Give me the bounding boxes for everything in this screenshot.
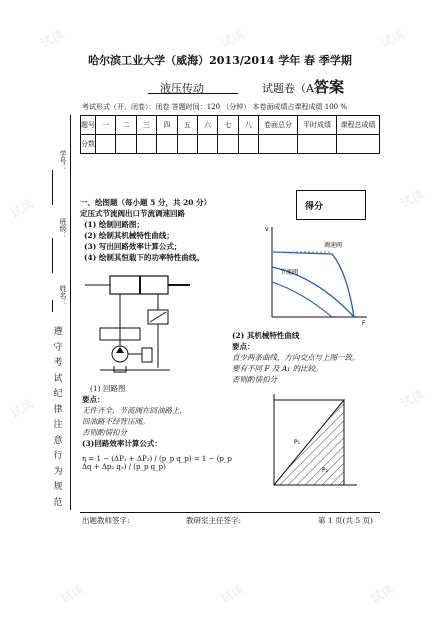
watermark: 试读 (58, 581, 87, 606)
efficiency-formula: η = 1 − (ΔP₁ + ΔP₂) / (p_p q_p) = 1 − (p_p Δq + Δp₂ q₂) / (p_p q_p) (82, 455, 232, 471)
exam-rules-vertical (52, 325, 64, 511)
rule-char: 纪 (53, 389, 63, 399)
rule-char: 行 (53, 451, 63, 461)
rule-char: 律 (53, 404, 63, 415)
score-header-cell: 八 (238, 116, 258, 135)
score-header-cell: 二 (116, 116, 136, 135)
circuit-note: 否则酌情扣分 (82, 428, 127, 437)
score-table (80, 115, 380, 154)
fill-line (52, 300, 53, 312)
power-hatched-area (274, 400, 344, 485)
throttle-label: 节流阀 (280, 269, 299, 276)
student-id-label: 学号： (59, 150, 67, 171)
watermark: 试读 (368, 581, 397, 606)
score-row-label: 分数 (81, 135, 96, 154)
score-box-label: 得分 (305, 202, 324, 212)
score-cell (238, 135, 258, 154)
efficiency-title: (3)回路效率计算公式： (82, 439, 162, 448)
score-table-header-row (81, 116, 380, 135)
watermark: 试读 (38, 26, 67, 51)
score-header-cell: 平时成绩 (298, 116, 337, 135)
relief-valve (142, 348, 152, 362)
rule-char: 意 (53, 435, 63, 446)
page-number: 第 1 页(共 5 页) (318, 516, 373, 525)
watermark: 试读 (218, 581, 247, 606)
mech-points-label: 要点： (232, 342, 255, 351)
circuit-caption: (1) 回路图 (90, 384, 126, 393)
answer-label: 答案 (314, 78, 345, 96)
exam-title: 哈尔滨工业大学（威海）2013/2014 学年 春 季学期 (88, 54, 352, 67)
throttle-arrow (150, 312, 166, 322)
circuit-note: 回油路不经背压阀。 (82, 417, 150, 426)
exam-info: 考试形式（开、闭卷）：闭卷 答题时间：120 （分钟） 本卷面成绩占课程成绩 100 % (82, 103, 347, 111)
score-table-value-row (81, 135, 380, 154)
score-header-cell: 课程总成绩 (337, 116, 380, 135)
score-cell (157, 135, 177, 154)
teacher-signature-label: 出题教师签字: (82, 516, 130, 525)
score-box (296, 190, 366, 220)
score-cell (116, 135, 136, 154)
watermark: 试读 (398, 186, 427, 211)
rule-char: 守 (53, 342, 63, 353)
throttle-curve-2 (272, 282, 332, 317)
mech-note: 要有不同 F 及 A₁ 的比较。 (232, 364, 323, 373)
power-label-2: P₂ (322, 467, 329, 474)
paper-label: 试题卷（A） (262, 82, 325, 95)
section-topic: 定压式节流阀出口节流调速回路 (80, 209, 185, 218)
score-header-cell: 一 (96, 116, 116, 135)
mech-title: (2) 其机械特性曲线 (232, 331, 300, 340)
score-cell (218, 135, 238, 154)
watermark: 试读 (218, 26, 247, 51)
score-cell (96, 135, 116, 154)
director-signature-label: 教研室主任签字: (186, 516, 242, 525)
power-characteristic-chart (262, 392, 362, 497)
rule-char: 为 (53, 466, 63, 477)
y-axis-label: v (265, 226, 269, 233)
rule-char: 考 (53, 358, 63, 368)
watermark: 试读 (398, 386, 427, 411)
fill-line (52, 238, 53, 273)
task-1: (1) 绘制回路图； (84, 220, 144, 229)
answer-points-label: 要点： (82, 395, 105, 404)
rule-char: 试 (53, 373, 63, 384)
binding-line (70, 115, 71, 510)
score-header-cell: 卷面总分 (259, 116, 298, 135)
score-cell (177, 135, 197, 154)
circuit-note: 无件齐全，节流阀在回油路上， (82, 406, 187, 415)
task-2: (2) 绘制其机械特性曲线； (84, 231, 174, 240)
footer-rule (80, 512, 380, 513)
subject-name: 液压传动 (160, 82, 204, 95)
rule-char: 注 (53, 420, 63, 430)
fill-line (52, 170, 53, 205)
section-heading: 一、绘图题（每小题 5 分，共 20 分） (80, 198, 212, 207)
circuit-diagram (80, 268, 230, 378)
score-header-cell: 七 (218, 116, 238, 135)
rule-char: 规 (53, 482, 63, 492)
valve-label: 调速阀 (324, 242, 343, 249)
score-header-cell: 三 (136, 116, 156, 135)
tank-icon (114, 366, 126, 372)
subject-underline (148, 93, 238, 94)
valve-curve (272, 252, 354, 317)
rule-char: 范 (53, 497, 63, 508)
score-cell (298, 135, 337, 154)
name-label: 姓名： (59, 285, 67, 306)
rule-char: 遵 (53, 327, 63, 337)
score-header-cell: 五 (177, 116, 197, 135)
x-axis-label: F (362, 320, 366, 327)
watermark: 试读 (8, 196, 37, 221)
watermark: 试读 (378, 26, 407, 51)
watermark: 试读 (8, 396, 37, 421)
mech-note: 否则酌情扣分 (232, 375, 277, 384)
score-cell (259, 135, 298, 154)
mechanical-characteristic-chart (262, 222, 372, 327)
task-4: (4) 绘制其恒载下的功率特性曲线。 (84, 253, 204, 262)
mech-note: 直少两条曲线，方向交点与上图一致。 (232, 353, 360, 362)
score-cell (337, 135, 380, 154)
score-header-cell: 六 (197, 116, 217, 135)
task-3: (3) 写出回路效率计算公式； (84, 242, 182, 251)
pump-arrow-icon (116, 347, 124, 353)
score-cell (197, 135, 217, 154)
power-label-1: P₁ (294, 439, 301, 446)
score-header-cell: 题号 (81, 116, 96, 135)
score-header-cell: 四 (157, 116, 177, 135)
score-cell (136, 135, 156, 154)
class-label: 班级： (59, 218, 67, 239)
